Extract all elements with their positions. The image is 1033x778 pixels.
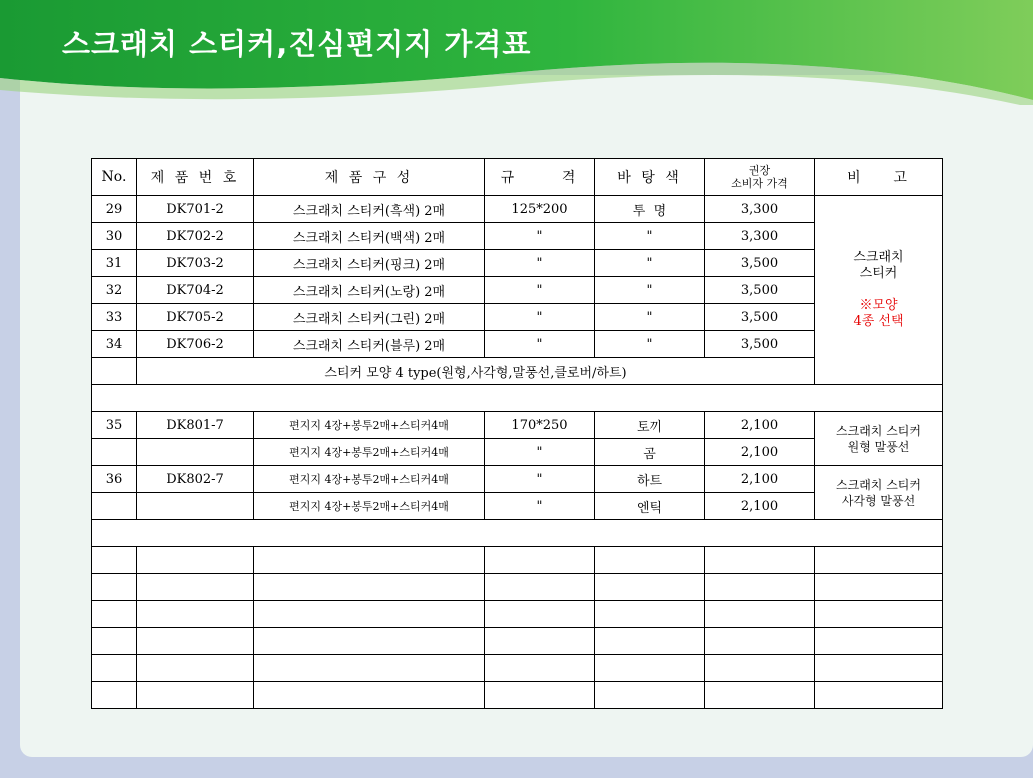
cell-no: 36 xyxy=(92,466,137,493)
cell-empty xyxy=(254,628,485,655)
cell-empty xyxy=(815,655,943,682)
cell-empty xyxy=(815,574,943,601)
cell-empty xyxy=(92,628,137,655)
cell-code xyxy=(137,439,254,466)
header-composition: 제 품 구 성 xyxy=(254,159,485,196)
cell-price: 2,100 xyxy=(705,412,815,439)
cell-note-round xyxy=(815,412,943,466)
header-no: No. xyxy=(92,159,137,196)
cell-price: 3,300 xyxy=(705,223,815,250)
header-note xyxy=(815,159,943,196)
cell-code xyxy=(137,493,254,520)
cell-spec: 170*250 xyxy=(485,412,595,439)
cell-spec: " xyxy=(485,331,595,358)
empty-row xyxy=(92,628,943,655)
cell-empty xyxy=(92,601,137,628)
note-round-line2: 원형 말풍선 xyxy=(847,439,910,454)
empty-row xyxy=(92,601,943,628)
cell-empty xyxy=(595,628,705,655)
cell-empty xyxy=(92,682,137,709)
cell-background: " xyxy=(595,331,705,358)
note-line1: 스크래치 xyxy=(853,250,904,265)
cell-spec: " xyxy=(485,466,595,493)
cell-spec: " xyxy=(485,493,595,520)
header-spec-label: 규 격 xyxy=(500,170,579,186)
cell-empty xyxy=(595,547,705,574)
note-line2: 스티커 xyxy=(859,266,898,281)
cell-code: DK802-7 xyxy=(137,466,254,493)
price-table-container xyxy=(91,158,943,709)
cell-empty xyxy=(254,682,485,709)
cell-composition: 스크래치 스티커(그린) 2매 xyxy=(254,304,485,331)
empty-row xyxy=(92,655,943,682)
cell-note-sticker xyxy=(815,196,943,385)
cell-composition: 스크래치 스티커(블루) 2매 xyxy=(254,331,485,358)
note-round-line1: 스크래치 스티커 xyxy=(836,423,921,438)
cell-no xyxy=(92,493,137,520)
empty-row xyxy=(92,682,943,709)
price-table xyxy=(91,158,943,709)
cell-empty xyxy=(705,601,815,628)
header-price-line1: 권장 xyxy=(748,164,771,177)
cell-composition: 스크래치 스티커(흑색) 2매 xyxy=(254,196,485,223)
cell-spacer xyxy=(92,385,943,412)
cell-background xyxy=(595,196,705,223)
cell-composition: 편지지 4장+봉투2매+스티커4매 xyxy=(254,493,485,520)
note-square-line2: 사각형 말풍선 xyxy=(841,493,916,508)
cell-price: 2,100 xyxy=(705,439,815,466)
cell-background: " xyxy=(595,277,705,304)
cell-spec: " xyxy=(485,277,595,304)
cell-composition: 스크래치 스티커(백색) 2매 xyxy=(254,223,485,250)
spacer-row xyxy=(92,385,943,412)
cell-background-text: 투 명 xyxy=(632,203,667,219)
table-row xyxy=(92,196,943,223)
cell-no: 30 xyxy=(92,223,137,250)
cell-no: 31 xyxy=(92,250,137,277)
cell-background: 하트 xyxy=(595,466,705,493)
header-code: 제 품 번 호 xyxy=(137,159,254,196)
cell-empty xyxy=(595,682,705,709)
cell-code: DK801-7 xyxy=(137,412,254,439)
cell-spec: " xyxy=(485,223,595,250)
empty-row xyxy=(92,574,943,601)
cell-empty xyxy=(595,601,705,628)
header-row xyxy=(92,159,943,196)
cell-code: DK705-2 xyxy=(137,304,254,331)
cell-spec: " xyxy=(485,304,595,331)
cell-no: 33 xyxy=(92,304,137,331)
cell-shape-types: 스티커 모양 4 type(원형,사각형,말풍선,클로버/하트) xyxy=(137,358,815,385)
cell-spec: 125*200 xyxy=(485,196,595,223)
cell-price: 2,100 xyxy=(705,493,815,520)
page-title: 스크래치 스티커,진심편지지 가격표 xyxy=(62,27,532,61)
cell-empty xyxy=(595,574,705,601)
cell-price: 3,300 xyxy=(705,196,815,223)
table-row xyxy=(92,466,943,493)
cell-price: 3,500 xyxy=(705,331,815,358)
empty-row xyxy=(92,547,943,574)
cell-empty xyxy=(137,574,254,601)
cell-empty xyxy=(92,358,137,385)
cell-code: DK704-2 xyxy=(137,277,254,304)
cell-note-square xyxy=(815,466,943,520)
note-red-line2: 4종 선택 xyxy=(853,314,904,329)
cell-empty xyxy=(815,628,943,655)
cell-empty xyxy=(92,655,137,682)
cell-empty xyxy=(254,601,485,628)
cell-background: " xyxy=(595,304,705,331)
cell-empty xyxy=(485,574,595,601)
header-spec xyxy=(485,159,595,196)
cell-empty xyxy=(485,655,595,682)
cell-empty xyxy=(485,628,595,655)
cell-price: 3,500 xyxy=(705,250,815,277)
cell-background: 엔틱 xyxy=(595,493,705,520)
cell-empty xyxy=(815,601,943,628)
cell-empty xyxy=(92,574,137,601)
table-row xyxy=(92,412,943,439)
cell-no: 35 xyxy=(92,412,137,439)
cell-spacer xyxy=(92,520,943,547)
cell-empty xyxy=(137,547,254,574)
spacer-row xyxy=(92,520,943,547)
cell-empty xyxy=(254,547,485,574)
cell-background: 토끼 xyxy=(595,412,705,439)
header-price-line2: 소비자 가격 xyxy=(731,177,788,190)
cell-no: 34 xyxy=(92,331,137,358)
cell-empty xyxy=(137,655,254,682)
cell-price: 2,100 xyxy=(705,466,815,493)
cell-empty xyxy=(485,601,595,628)
header-note-label: 비 고 xyxy=(847,170,910,186)
cell-price: 3,500 xyxy=(705,277,815,304)
cell-no xyxy=(92,439,137,466)
cell-code: DK701-2 xyxy=(137,196,254,223)
cell-empty xyxy=(815,682,943,709)
cell-empty xyxy=(254,574,485,601)
cell-empty xyxy=(137,682,254,709)
cell-empty xyxy=(92,547,137,574)
cell-background: " xyxy=(595,223,705,250)
cell-composition: 편지지 4장+봉투2매+스티커4매 xyxy=(254,439,485,466)
cell-code: DK706-2 xyxy=(137,331,254,358)
cell-empty xyxy=(595,655,705,682)
cell-spec: " xyxy=(485,250,595,277)
cell-empty xyxy=(485,682,595,709)
cell-composition: 편지지 4장+봉투2매+스티커4매 xyxy=(254,466,485,493)
cell-code: DK702-2 xyxy=(137,223,254,250)
cell-composition: 스크래치 스티커(노랑) 2매 xyxy=(254,277,485,304)
cell-empty xyxy=(815,547,943,574)
cell-background: 곰 xyxy=(595,439,705,466)
cell-no: 29 xyxy=(92,196,137,223)
cell-empty xyxy=(485,547,595,574)
note-square-line1: 스크래치 스티커 xyxy=(836,477,921,492)
cell-empty xyxy=(137,628,254,655)
cell-empty xyxy=(705,574,815,601)
cell-spec: " xyxy=(485,439,595,466)
cell-empty xyxy=(254,655,485,682)
cell-empty xyxy=(705,682,815,709)
header-price xyxy=(705,159,815,196)
header-background: 바 탕 색 xyxy=(595,159,705,196)
cell-empty xyxy=(705,655,815,682)
cell-empty xyxy=(137,601,254,628)
cell-background: " xyxy=(595,250,705,277)
cell-empty xyxy=(705,547,815,574)
cell-composition: 편지지 4장+봉투2매+스티커4매 xyxy=(254,412,485,439)
cell-composition: 스크래치 스티커(핑크) 2매 xyxy=(254,250,485,277)
cell-price: 3,500 xyxy=(705,304,815,331)
note-red-line1: ※모양 xyxy=(859,298,898,313)
cell-code: DK703-2 xyxy=(137,250,254,277)
cell-no: 32 xyxy=(92,277,137,304)
cell-empty xyxy=(705,628,815,655)
